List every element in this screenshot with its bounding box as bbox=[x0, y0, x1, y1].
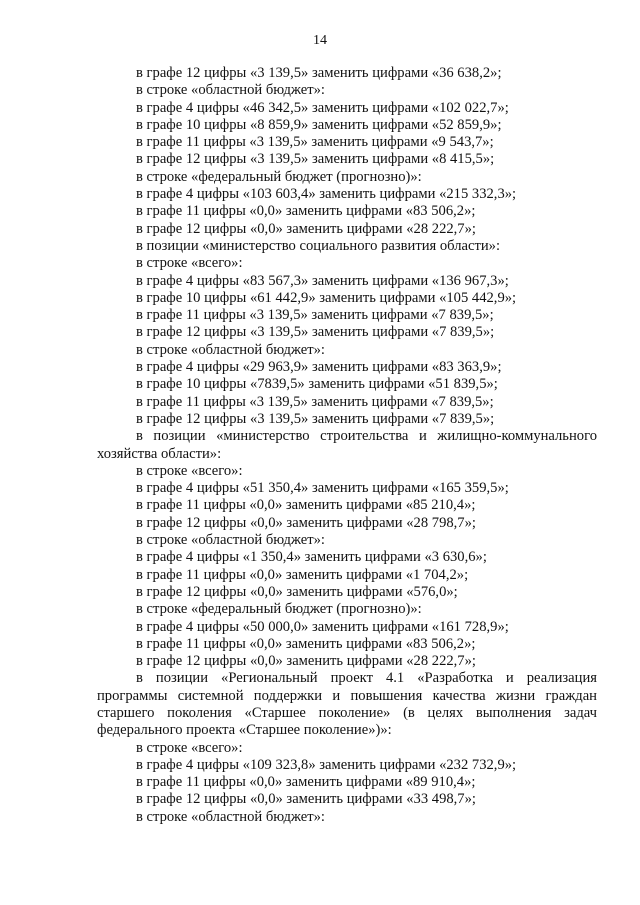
text-line: в графе 10 цифры «7839,5» заменить цифрами «51 839,5»; bbox=[136, 376, 498, 393]
text-line: в строке «областной бюджет»: bbox=[136, 82, 325, 99]
text-line: в графе 11 цифры «0,0» заменить цифрами «83 506,2»; bbox=[136, 635, 476, 652]
text-line: в графе 4 цифры «83 567,3» заменить цифрами «136 967,3»; bbox=[136, 272, 509, 289]
text-line: в строке «областной бюджет»: bbox=[136, 341, 325, 358]
text-line: в графе 11 цифры «3 139,5» заменить цифрами «9 543,7»; bbox=[136, 134, 494, 151]
text-line: в строке «федеральный бюджет (прогнозно)»: bbox=[136, 168, 422, 185]
text-line: в графе 11 цифры «0,0» заменить цифрами «1 704,2»; bbox=[136, 566, 469, 583]
text-line: в графе 12 цифры «3 139,5» заменить цифрами «7 839,5»; bbox=[136, 324, 495, 341]
text-line: в строке «всего»: bbox=[136, 462, 243, 479]
text-line: в графе 4 цифры «50 000,0» заменить цифрами «161 728,9»; bbox=[136, 618, 509, 635]
text-line: в строке «всего»: bbox=[136, 739, 243, 756]
text-line: в графе 11 цифры «3 139,5» заменить цифрами «7 839,5»; bbox=[136, 307, 494, 324]
text-line: в графе 11 цифры «3 139,5» заменить цифрами «7 839,5»; bbox=[136, 393, 494, 410]
text-line: в графе 4 цифры «1 350,4» заменить цифрами «3 630,6»; bbox=[136, 549, 487, 566]
text-line: в строке «федеральный бюджет (прогнозно)»: bbox=[136, 601, 422, 618]
text-line: в графе 4 цифры «46 342,5» заменить цифрами «102 022,7»; bbox=[136, 99, 509, 116]
text-line: в графе 10 цифры «8 859,9» заменить цифрами «52 859,9»; bbox=[136, 116, 502, 133]
text-line: в строке «областной бюджет»: bbox=[136, 532, 325, 549]
text-line: в графе 10 цифры «61 442,9» заменить цифрами «105 442,9»; bbox=[136, 289, 517, 306]
text-line: в графе 12 цифры «0,0» заменить цифрами «28 222,7»; bbox=[136, 220, 476, 237]
text-line: в графе 11 цифры «0,0» заменить цифрами «85 210,4»; bbox=[136, 497, 476, 514]
text-line: в графе 12 цифры «0,0» заменить цифрами «28 222,7»; bbox=[136, 653, 476, 670]
text-line: в графе 12 цифры «3 139,5» заменить цифрами «8 415,5»; bbox=[136, 151, 495, 168]
text-line: в строке «всего»: bbox=[136, 255, 243, 272]
paragraph-ministry-construction: в позиции «министерство строительства и жилищно-коммунального хозяйства области»: bbox=[97, 428, 597, 462]
text-line: в графе 4 цифры «109 323,8» заменить цифрами «232 732,9»; bbox=[136, 756, 517, 773]
text-line: в графе 12 цифры «3 139,5» заменить цифрами «7 839,5»; bbox=[136, 410, 495, 427]
text-line: в графе 4 цифры «29 963,9» заменить цифрами «83 363,9»; bbox=[136, 359, 502, 376]
text-line: в графе 12 цифры «0,0» заменить цифрами «28 798,7»; bbox=[136, 514, 476, 531]
text-line: в графе 12 цифры «0,0» заменить цифрами «33 498,7»; bbox=[136, 791, 476, 808]
page-number: 14 bbox=[313, 33, 327, 48]
text-line: в графе 12 цифры «3 139,5» заменить цифрами «36 638,2»; bbox=[136, 65, 502, 81]
text-line: в позиции «министерство социального развития области»: bbox=[136, 237, 501, 254]
text-line: в строке «областной бюджет»: bbox=[136, 808, 325, 825]
paragraph-regional-project: в позиции «Региональный проект 4.1 «Разработка и реализация программы системной поддержки и повышения качества жизни граждан старшего поколения «Старшее поколение» (в целях выполнения задач федерального проекта «Старшее поколение»)»: bbox=[97, 670, 597, 739]
text-line: в графе 4 цифры «51 350,4» заменить цифрами «165 359,5»; bbox=[136, 480, 509, 497]
text-line: в графе 11 цифры «0,0» заменить цифрами «89 910,4»; bbox=[136, 774, 476, 791]
text-line: в графе 12 цифры «0,0» заменить цифрами «576,0»; bbox=[136, 583, 458, 600]
text-line: в графе 4 цифры «103 603,4» заменить цифрами «215 332,3»; bbox=[136, 186, 517, 203]
document-body bbox=[97, 65, 597, 826]
text-line: в графе 11 цифры «0,0» заменить цифрами «83 506,2»; bbox=[136, 203, 476, 220]
